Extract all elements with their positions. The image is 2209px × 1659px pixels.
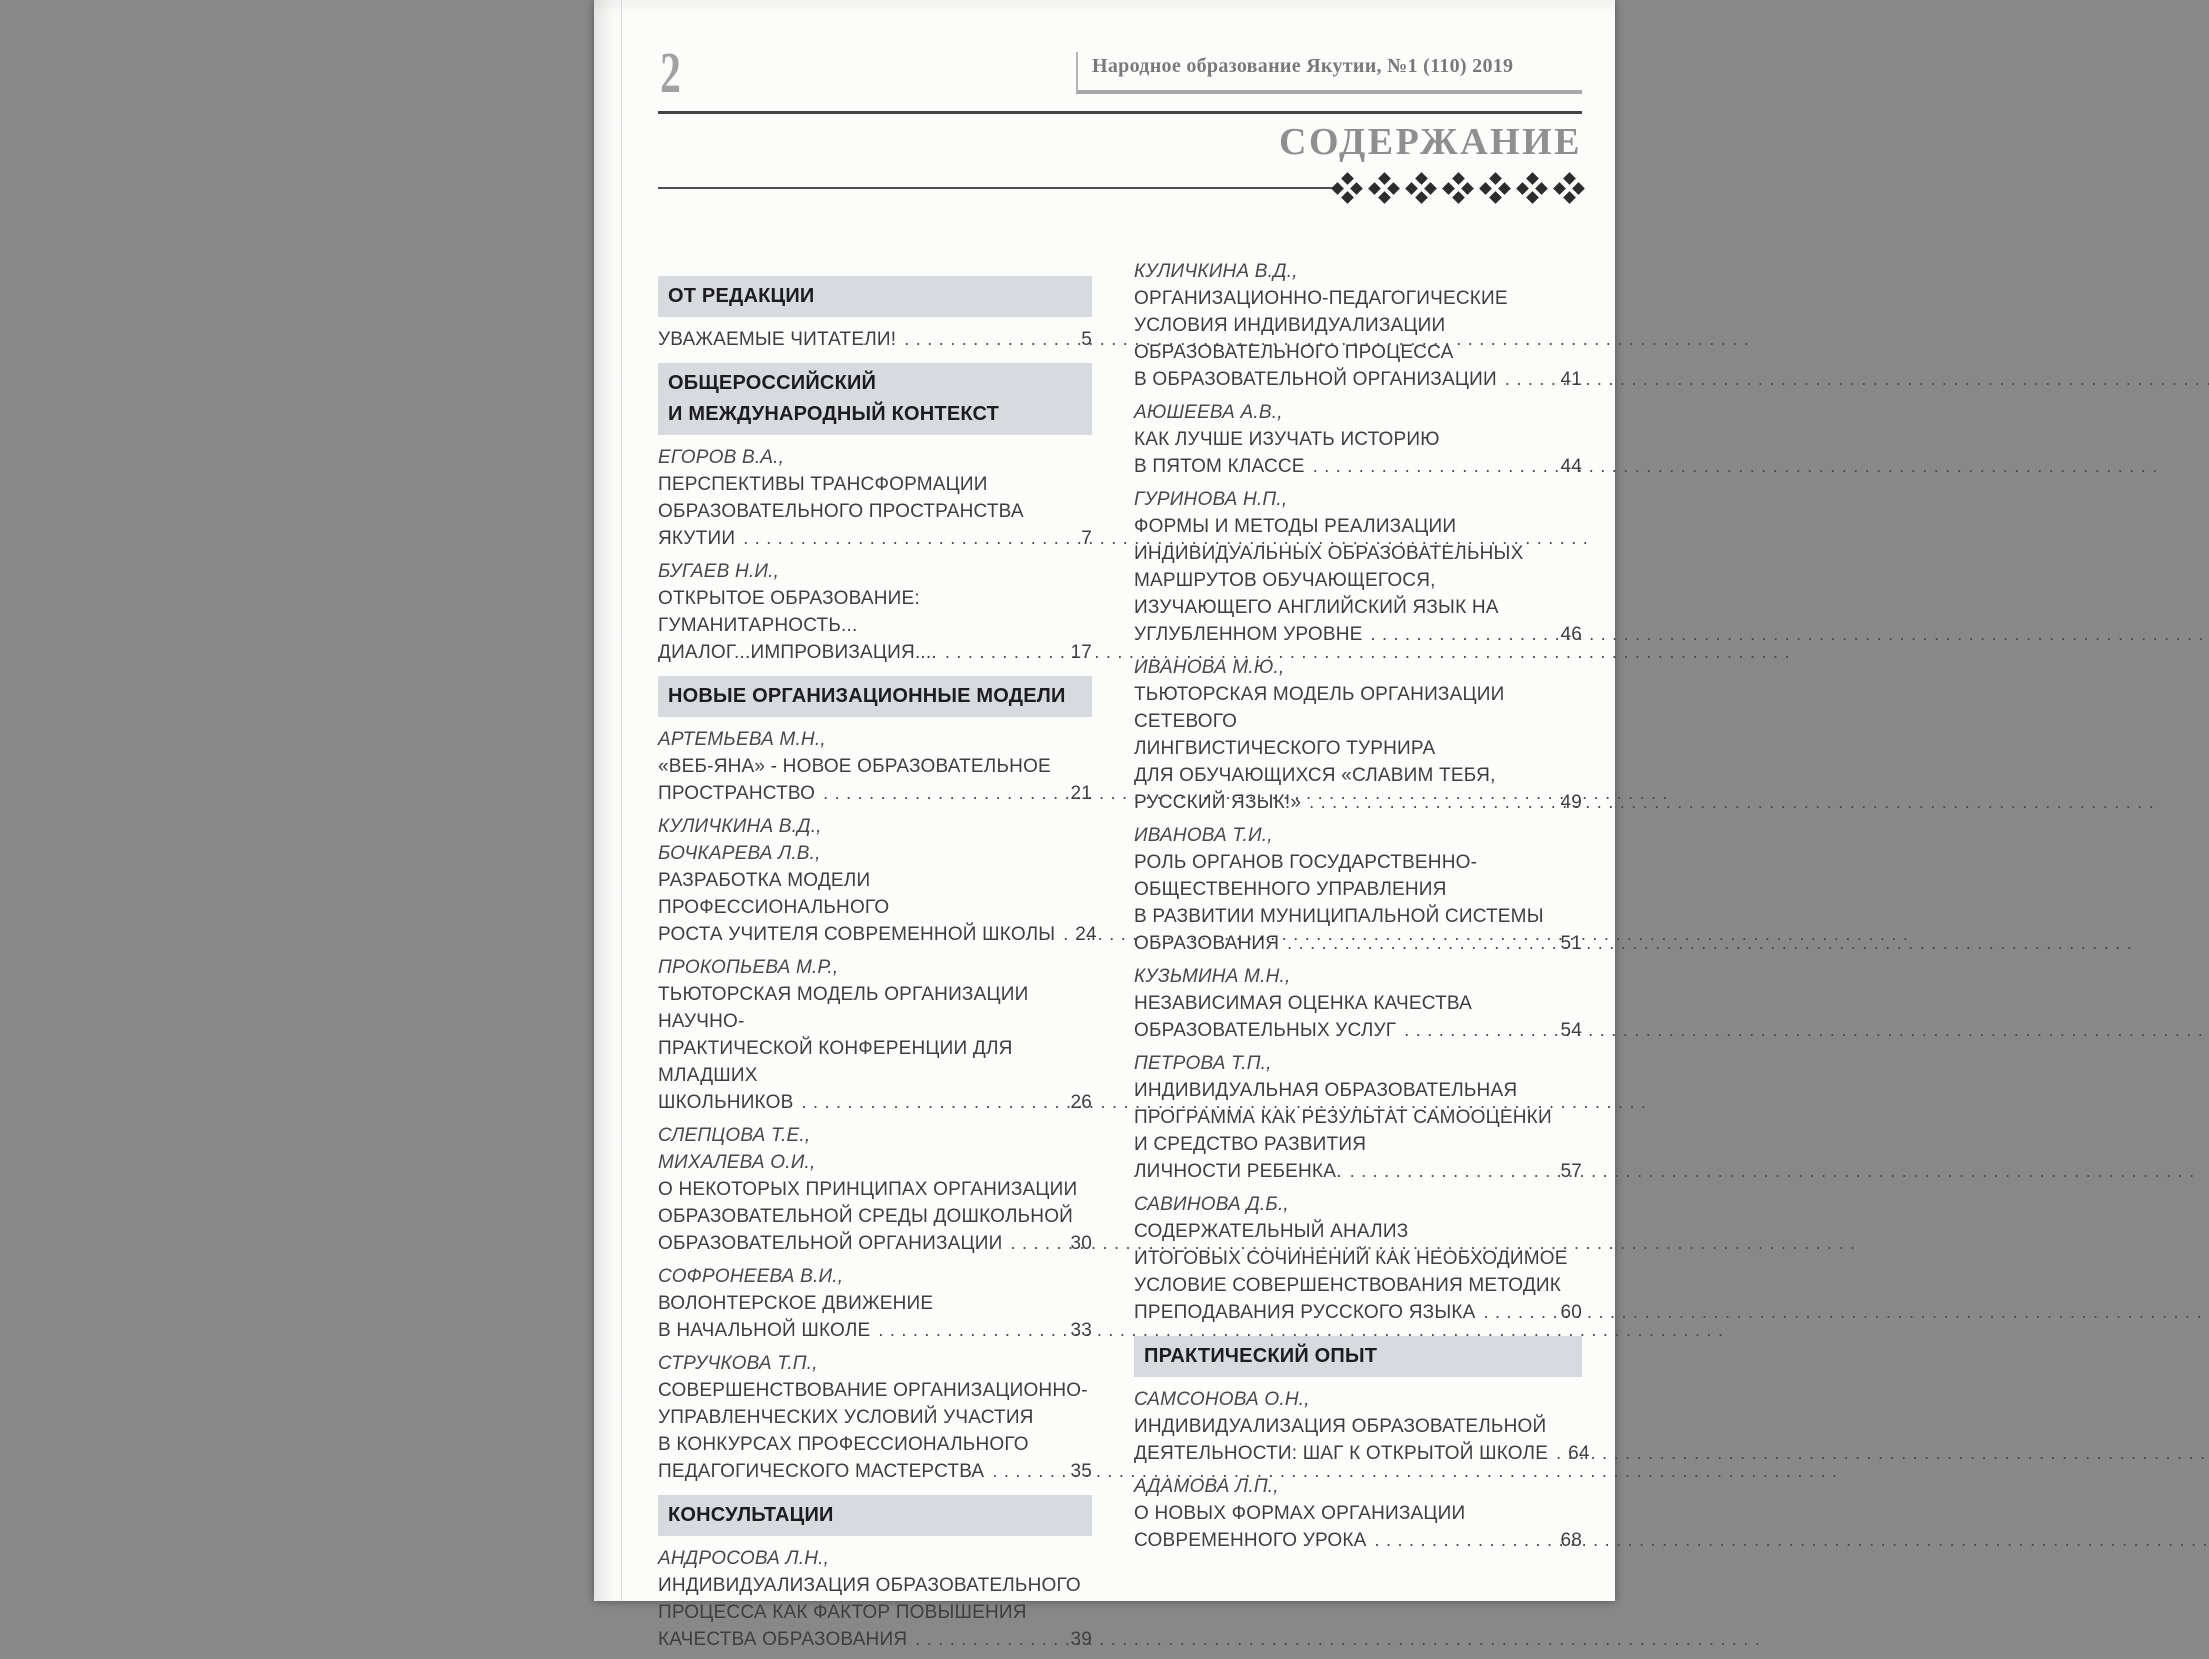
section-header-line: И МЕЖДУНАРОДНЫЙ КОНТЕКСТ bbox=[668, 403, 1000, 425]
toc-column-right bbox=[1134, 258, 1590, 1560]
toc-entry-title-end: УГЛУБЛЕННОМ УРОВНЕ bbox=[1134, 624, 1363, 645]
dot-leader bbox=[878, 1317, 1068, 1344]
toc-entry-title-line: СОДЕРЖАТЕЛЬНЫЙ АНАЛИЗ bbox=[1134, 1221, 1409, 1242]
journal-running-header: Народное образование Якутии, №1 (110) 2019 bbox=[1076, 52, 1582, 94]
diamond-cluster-icon bbox=[1443, 173, 1473, 203]
toc-entry-page: 41 bbox=[1560, 369, 1582, 390]
toc-entry-page: 30 bbox=[1070, 1233, 1092, 1254]
section-header bbox=[658, 363, 1092, 435]
toc-entry-title-end: ЛИЧНОСТИ РЕБЕНКА. bbox=[1134, 1161, 1342, 1182]
toc-entry-author: ИВАНОВА Т.И., bbox=[1134, 825, 1273, 846]
toc-entry-title-line: ИЗУЧАЮЩЕГО АНГЛИЙСКИЙ ЯЗЫК НА bbox=[1134, 597, 1499, 618]
diamond-cluster-icon bbox=[1480, 173, 1510, 203]
toc-entry-title-line: ОБЩЕСТВЕННОГО УПРАВЛЕНИЯ bbox=[1134, 879, 1447, 900]
toc-entry-last-line bbox=[658, 1230, 1092, 1257]
toc-entry-title-line: ТЬЮТОРСКАЯ МОДЕЛЬ ОРГАНИЗАЦИИ СЕТЕВОГО bbox=[1134, 684, 1505, 732]
toc-entry bbox=[1134, 486, 1582, 648]
dot-leader bbox=[1350, 1158, 1559, 1185]
dot-leader bbox=[1505, 366, 1559, 393]
toc-entry-author: АРТЕМЬЕВА М.Н., bbox=[658, 729, 826, 750]
dot-leader bbox=[992, 1458, 1068, 1485]
toc-entry bbox=[1134, 654, 1582, 816]
toc-entry bbox=[658, 1122, 1092, 1257]
toc-entry-page: 60 bbox=[1560, 1302, 1582, 1323]
toc-entry bbox=[1134, 963, 1582, 1044]
toc-entry-title-line: КАК ЛУЧШЕ ИЗУЧАТЬ ИСТОРИЮ bbox=[1134, 429, 1440, 450]
toc-entry-page: 51 bbox=[1560, 933, 1582, 954]
section-header bbox=[658, 676, 1092, 717]
toc-entry-title-line: ОБРАЗОВАТЕЛЬНОГО ПРОЦЕССА bbox=[1134, 342, 1454, 363]
toc-entry-author: ЕГОРОВ В.А., bbox=[658, 447, 785, 468]
dot-leader bbox=[915, 1626, 1068, 1653]
toc-entry-page: 68 bbox=[1560, 1530, 1582, 1551]
toc-entry bbox=[1134, 1191, 1582, 1326]
toc-entry-last-line bbox=[1134, 1440, 1590, 1467]
section-header-line: КОНСУЛЬТАЦИИ bbox=[668, 1504, 834, 1526]
contents-title: СОДЕРЖАНИЕ bbox=[1279, 121, 1582, 163]
toc-entry-title-end: ПРОСТРАНСТВО bbox=[658, 783, 816, 804]
toc-entry-page: 24 bbox=[1075, 924, 1097, 945]
toc-entry-last-line bbox=[1134, 453, 1582, 480]
diamond-cluster-icon bbox=[1406, 173, 1436, 203]
toc-entry-last-line bbox=[658, 780, 1092, 807]
toc-entry-title-end: В ОБРАЗОВАТЕЛЬНОЙ ОРГАНИЗАЦИИ bbox=[1134, 369, 1497, 390]
toc-entry-last-line bbox=[1134, 621, 1582, 648]
toc-entry-title-end: В ПЯТОМ КЛАССЕ bbox=[1134, 456, 1305, 477]
toc-entry-title-end: ДЕЯТЕЛЬНОСТИ: ШАГ К ОТКРЫТОЙ ШКОЛЕ bbox=[1134, 1443, 1549, 1464]
toc-entry-last-line bbox=[1134, 930, 1582, 957]
toc-entry-last-line bbox=[658, 1317, 1092, 1344]
toc-entry-last-line bbox=[658, 1626, 1092, 1653]
dot-leader bbox=[801, 1089, 1068, 1116]
toc-entry-author: КУЗЬМИНА М.Н., bbox=[1134, 966, 1291, 987]
toc-entry-title-line: ПРОГРАММА КАК РЕЗУЛЬТАТ САМООЦЕНКИ bbox=[1134, 1107, 1552, 1128]
toc-entry-author: КУЛИЧКИНА В.Д., bbox=[1134, 261, 1298, 282]
toc-entry-title-line: РОЛЬ ОРГАНОВ ГОСУДАРСТВЕННО- bbox=[1134, 852, 1478, 873]
toc-entry-author: ИВАНОВА М.Ю., bbox=[1134, 657, 1285, 678]
toc-entry-title-end: РОСТА УЧИТЕЛЯ СОВРЕМЕННОЙ ШКОЛЫ bbox=[658, 924, 1056, 945]
toc-entry bbox=[658, 444, 1092, 552]
toc-entry-title-line: ДЛЯ ОБУЧАЮЩИХСЯ «СЛАВИМ ТЕБЯ, bbox=[1134, 765, 1496, 786]
dot-leader bbox=[743, 525, 1079, 552]
section-header bbox=[658, 276, 1092, 317]
toc-entry bbox=[658, 813, 1097, 948]
scan-fold-line bbox=[621, 0, 622, 1601]
toc-entry-author: САМСОНОВА О.Н., bbox=[1134, 1389, 1310, 1410]
page-number: 2 bbox=[660, 40, 681, 105]
toc-entry-last-line bbox=[658, 639, 1092, 666]
toc-entry bbox=[658, 1263, 1092, 1344]
dot-leader bbox=[823, 780, 1068, 807]
toc-entry-title-line: О НОВЫХ ФОРМАХ ОРГАНИЗАЦИИ bbox=[1134, 1503, 1466, 1524]
toc-entry-title-end: РУССКИЙ ЯЗЫК!» bbox=[1134, 792, 1302, 813]
toc-entry-last-line bbox=[658, 525, 1092, 552]
toc-entry-title-line: ИНДИВИДУАЛИЗАЦИЯ ОБРАЗОВАТЕЛЬНОЙ bbox=[1134, 1416, 1547, 1437]
toc-entry-author: ГУРИНОВА Н.П., bbox=[1134, 489, 1288, 510]
toc-entry-title-end: СОВРЕМЕННОГО УРОКА bbox=[1134, 1530, 1367, 1551]
section-header-line: ОБЩЕРОССИЙСКИЙ bbox=[668, 372, 877, 394]
toc-entry-author: БУГАЕВ Н.И., bbox=[658, 561, 780, 582]
toc-entry-title-end: ДИАЛОГ...ИМПРОВИЗАЦИЯ.... bbox=[658, 642, 937, 663]
toc-entry-last-line bbox=[658, 1089, 1092, 1116]
toc-entry-title-line: ОРГАНИЗАЦИОННО-ПЕДАГОГИЧЕСКИЕ bbox=[1134, 288, 1508, 309]
toc-entry-author: АЮШЕЕВА А.В., bbox=[1134, 402, 1283, 423]
toc-entry-last-line bbox=[1134, 1527, 1582, 1554]
toc-entry-page: 17 bbox=[1070, 642, 1092, 663]
toc-entry-title-end: ОБРАЗОВАТЕЛЬНОЙ ОРГАНИЗАЦИИ bbox=[658, 1233, 1003, 1254]
dot-leader bbox=[945, 639, 1069, 666]
toc-entry-last-line bbox=[1134, 1299, 1582, 1326]
toc-entry-title-line: В РАЗВИТИИ МУНИЦИПАЛЬНОЙ СИСТЕМЫ bbox=[1134, 906, 1544, 927]
dot-leader bbox=[1313, 453, 1559, 480]
toc-entry-title-line: В КОНКУРСАХ ПРОФЕССИОНАЛЬНОГО bbox=[658, 1434, 1029, 1455]
toc-entry-title-line: ТЬЮТОРСКАЯ МОДЕЛЬ ОРГАНИЗАЦИИ НАУЧНО- bbox=[658, 984, 1029, 1032]
diamond-cluster-icon bbox=[1332, 173, 1362, 203]
toc-entry-page: 64 bbox=[1568, 1443, 1590, 1464]
toc-entry-author: СОФРОНЕЕВА В.И., bbox=[658, 1266, 844, 1287]
dot-leader bbox=[904, 326, 1079, 353]
toc-entry-title-line: УПРАВЛЕНЧЕСКИХ УСЛОВИЙ УЧАСТИЯ bbox=[658, 1407, 1034, 1428]
toc-entry-page: 54 bbox=[1560, 1020, 1582, 1041]
toc-entry-title-end: В НАЧАЛЬНОЙ ШКОЛЕ bbox=[658, 1320, 871, 1341]
dot-leader bbox=[1309, 789, 1558, 816]
toc-entry-title-line: ИНДИВИДУАЛЬНЫХ ОБРАЗОВАТЕЛЬНЫХ bbox=[1134, 543, 1524, 564]
toc-entry bbox=[1134, 1050, 1582, 1185]
toc-entry-author: ПЕТРОВА Т.П., bbox=[1134, 1053, 1272, 1074]
toc-entry-title-end: КАЧЕСТВА ОБРАЗОВАНИЯ bbox=[658, 1629, 908, 1650]
toc-entry-title-end: ОБРАЗОВАТЕЛЬНЫХ УСЛУГ bbox=[1134, 1020, 1397, 1041]
dot-leader bbox=[1484, 1299, 1559, 1326]
toc-entry-author: СТРУЧКОВА Т.П., bbox=[658, 1353, 818, 1374]
toc-entry-page: 46 bbox=[1560, 624, 1582, 645]
toc-entry-page: 57 bbox=[1560, 1161, 1582, 1182]
toc-entry bbox=[1134, 1473, 1582, 1554]
dot-leader bbox=[1063, 921, 1073, 948]
toc-entry-title-line: ОБРАЗОВАТЕЛЬНОГО ПРОСТРАНСТВА bbox=[658, 501, 1024, 522]
toc-entry-author: СЛЕПЦОВА Т.Е., bbox=[658, 1125, 811, 1146]
dot-leader bbox=[1010, 1230, 1068, 1257]
toc-entry-author: ПРОКОПЬЕВА М.Р., bbox=[658, 957, 839, 978]
toc-entry-title-end: УВАЖАЕМЫЕ ЧИТАТЕЛИ! bbox=[658, 329, 897, 350]
toc-entry-title-line: РАЗРАБОТКА МОДЕЛИ ПРОФЕССИОНАЛЬНОГО bbox=[658, 870, 890, 918]
toc-entry-last-line bbox=[1134, 366, 1582, 393]
section-header-line: ПРАКТИЧЕСКИЙ ОПЫТ bbox=[1144, 1345, 1378, 1367]
toc-entry-title-line: «ВЕБ-ЯНА» - НОВОЕ ОБРАЗОВАТЕЛЬНОЕ bbox=[658, 756, 1051, 777]
toc-entry-author: САВИНОВА Д.Б., bbox=[1134, 1194, 1289, 1215]
toc-entry bbox=[658, 726, 1092, 807]
toc-entry-page: 33 bbox=[1070, 1320, 1092, 1341]
toc-entry-last-line bbox=[658, 921, 1097, 948]
toc-entry bbox=[1134, 822, 1582, 957]
toc-entry-title-line: ПЕРСПЕКТИВЫ ТРАНСФОРМАЦИИ bbox=[658, 474, 988, 495]
toc-entry-title-line: СОВЕРШЕНСТВОВАНИЕ ОРГАНИЗАЦИОННО- bbox=[658, 1380, 1088, 1401]
toc-entry-title-line: ИНДИВИДУАЛЬНАЯ ОБРАЗОВАТЕЛЬНАЯ bbox=[1134, 1080, 1518, 1101]
toc-entry-title-end: ПЕДАГОГИЧЕСКОГО МАСТЕРСТВА bbox=[658, 1461, 985, 1482]
toc-entry bbox=[658, 1350, 1092, 1485]
toc-entry-title-line: ФОРМЫ И МЕТОДЫ РЕАЛИЗАЦИИ bbox=[1134, 516, 1457, 537]
toc-entry-page: 35 bbox=[1070, 1461, 1092, 1482]
toc-entry-title-line: МАРШРУТОВ ОБУЧАЮЩЕГОСЯ, bbox=[1134, 570, 1436, 591]
diamond-cluster-icon bbox=[1554, 173, 1584, 203]
diamond-cluster-icon bbox=[1517, 173, 1547, 203]
toc-entry-title-line: ПРОЦЕССА КАК ФАКТОР ПОВЫШЕНИЯ bbox=[658, 1602, 1027, 1623]
toc-entry-page: 21 bbox=[1070, 783, 1092, 804]
toc-entry-title-line: ИНДИВИДУАЛИЗАЦИЯ ОБРАЗОВАТЕЛЬНОГО bbox=[658, 1575, 1081, 1596]
toc-entry-title-line: ВОЛОНТЕРСКОЕ ДВИЖЕНИЕ bbox=[658, 1293, 934, 1314]
section-header bbox=[1134, 1336, 1582, 1377]
toc-entry-author: КУЛИЧКИНА В.Д., bbox=[658, 816, 822, 837]
dot-leader bbox=[1375, 1527, 1559, 1554]
toc-entry-title-end: ШКОЛЬНИКОВ bbox=[658, 1092, 794, 1113]
toc-entry-title-end: ЯКУТИИ bbox=[658, 528, 736, 549]
toc-entry-last-line bbox=[1134, 789, 1582, 816]
toc-entry-page: 39 bbox=[1070, 1629, 1092, 1650]
section-header-line: ОТ РЕДАКЦИИ bbox=[668, 285, 815, 307]
diamond-cluster-icon bbox=[1369, 173, 1399, 203]
toc-entry-page: 5 bbox=[1081, 329, 1092, 350]
section-header-line: НОВЫЕ ОРГАНИЗАЦИОННЫЕ МОДЕЛИ bbox=[668, 685, 1066, 707]
section-header bbox=[658, 1495, 1092, 1536]
dot-leader bbox=[1287, 930, 1558, 957]
toc-entry bbox=[658, 558, 1092, 666]
toc-entry-last-line bbox=[1134, 1158, 1582, 1185]
toc-entry-author: АДАМОВА Л.П., bbox=[1134, 1476, 1279, 1497]
toc-entry-title-line: УСЛОВИЕ СОВЕРШЕНСТВОВАНИЯ МЕТОДИК bbox=[1134, 1275, 1562, 1296]
header-rule bbox=[658, 111, 1582, 114]
toc-entry-title-line: О НЕКОТОРЫХ ПРИНЦИПАХ ОРГАНИЗАЦИИ bbox=[658, 1179, 1078, 1200]
dot-leader bbox=[1371, 621, 1559, 648]
toc-entry-title-line: ОБРАЗОВАТЕЛЬНОЙ СРЕДЫ ДОШКОЛЬНОЙ bbox=[658, 1206, 1074, 1227]
toc-entry-title-line: И СРЕДСТВО РАЗВИТИЯ bbox=[1134, 1134, 1367, 1155]
toc-entry-last-line bbox=[658, 326, 1092, 353]
toc-entry-last-line bbox=[1134, 1017, 1582, 1044]
toc-entry-last-line bbox=[658, 1458, 1092, 1485]
toc-entry-title-line: УСЛОВИЯ ИНДИВИДУАЛИЗАЦИИ bbox=[1134, 315, 1446, 336]
toc-entry-title-line: ЛИНГВИСТИЧЕСКОГО ТУРНИРА bbox=[1134, 738, 1436, 759]
toc-entry-title-line: ПРАКТИЧЕСКОЙ КОНФЕРЕНЦИИ ДЛЯ МЛАДШИХ bbox=[658, 1038, 1013, 1086]
toc-entry-page: 7 bbox=[1081, 528, 1092, 549]
toc-entry bbox=[658, 326, 1092, 353]
toc-entry-title-line: ОТКРЫТОЕ ОБРАЗОВАНИЕ: ГУМАНИТАРНОСТЬ... bbox=[658, 588, 920, 636]
toc-entry bbox=[1134, 258, 1582, 393]
dot-leader bbox=[1556, 1440, 1566, 1467]
toc-column-left bbox=[658, 276, 1097, 1659]
scan-edge-shadow-top bbox=[594, 0, 1615, 14]
toc-entry-title-end: ОБРАЗОВАНИЯ bbox=[1134, 933, 1280, 954]
toc-entry-page: 49 bbox=[1560, 792, 1582, 813]
dot-leader bbox=[1404, 1017, 1558, 1044]
scanned-page bbox=[594, 0, 1615, 1650]
toc-entry-title-line: НЕЗАВИСИМАЯ ОЦЕНКА КАЧЕСТВА bbox=[1134, 993, 1472, 1014]
toc-entry-author: БОЧКАРЕВА Л.В., bbox=[658, 843, 821, 864]
toc-entry-page: 26 bbox=[1070, 1092, 1092, 1113]
ornament-row bbox=[1332, 173, 1584, 203]
toc-entry-title-line: ИТОГОВЫХ СОЧИНЕНИЙ КАК НЕОБХОДИМОЕ bbox=[1134, 1248, 1568, 1269]
toc-entry bbox=[1134, 399, 1582, 480]
scan-edge-shadow bbox=[594, 0, 624, 1601]
toc-entry-author: АНДРОСОВА Л.Н., bbox=[658, 1548, 830, 1569]
toc-entry-title-end: ПРЕПОДАВАНИЯ РУССКОГО ЯЗЫКА bbox=[1134, 1302, 1476, 1323]
toc-entry bbox=[658, 954, 1092, 1116]
toc-entry-author: МИХАЛЕВА О.И., bbox=[658, 1152, 816, 1173]
title-rule bbox=[658, 187, 1334, 189]
toc-entry bbox=[658, 1545, 1092, 1653]
toc-entry-page: 44 bbox=[1560, 456, 1582, 477]
toc-entry bbox=[1134, 1386, 1590, 1467]
